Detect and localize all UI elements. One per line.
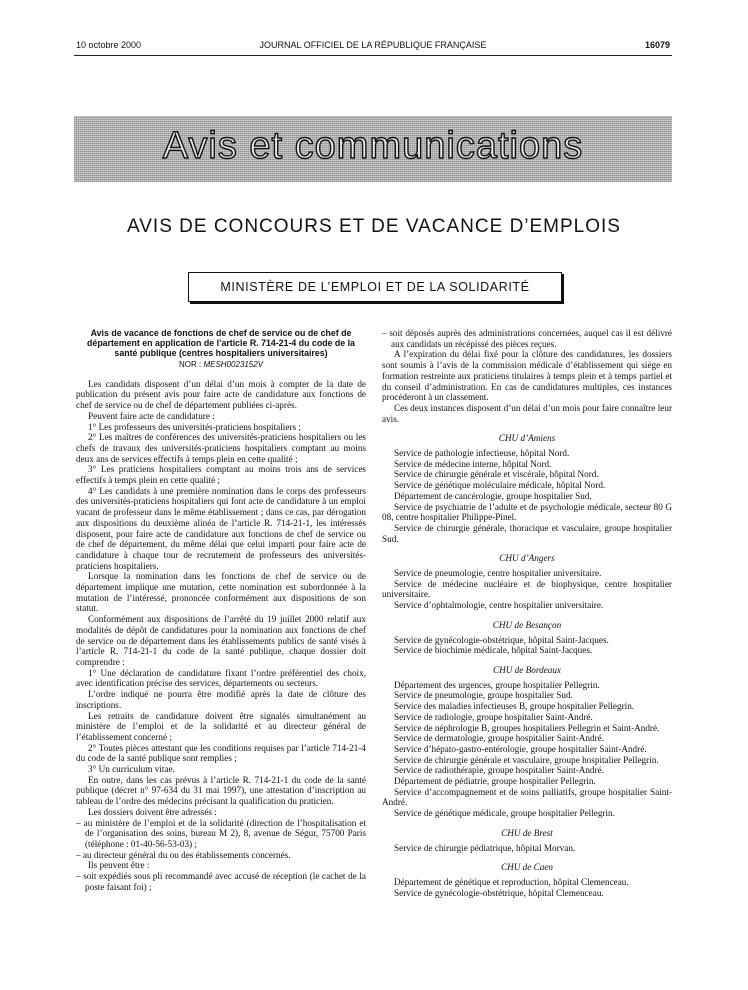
nor-label: NOR : [178,360,202,369]
service-item: Service de gynécologie-obstétrique, hôpital Clemenceau. [394,887,604,898]
notice-title: Avis de vacance de fonctions de chef de service ou de chef de département en application de l’article R. 714-21-4 du code de la santé publique (centres hospitaliers universitaires) [87,328,355,358]
header-rule [74,55,672,56]
service-item: Service de médecine nucléaire et de biophysique, centre hospitalier universitaire. [382,578,672,600]
list-item: – au directeur général du ou des établissements concernés. [76,849,291,860]
nor-reference [76,360,366,371]
chu-group [382,433,672,544]
nor-code: MESH0023152V [203,360,264,369]
paragraph: Ces deux instances disposent d’un délai d’un mois pour faire connaître leur avis. [382,402,672,424]
service-item: Service de psychiatrie de l’adulte et de psychologie médicale, secteur 80 G 08, centre hospitalier Philippe-Pinel. [382,501,672,523]
page-header [76,40,670,54]
paragraph: 3° Un curriculum vitae. [88,764,175,775]
paragraph: 2° Les maîtres de conférences des universités-praticiens hospitaliers ou les chefs de travaux des universités-praticiens hospitaliers comptant au moins deux ans de services effectifs à temps plein en cette qualité ; [76,432,366,464]
paragraph: Lorsque la nomination dans les fonctions de chef de service ou de département implique une mutation, cette nomination est subordonnée à la mutation de l’intéressé, prononcée conformément aux dispositions de son statut. [76,571,366,614]
chu-heading: CHU de Bordeaux [492,664,562,675]
chu-heading: CHU de Caen [500,862,554,873]
chu-heading: CHU de Brest [501,827,553,838]
page-number: 16079 [644,40,670,50]
service-item: Service de médecine interne, hôpital Nord. [394,458,552,469]
service-item: Service de pneumologie, groupe hospitalier Sud. [394,690,573,701]
chu-group [382,620,672,656]
header-date: 10 octobre 2000 [76,40,142,50]
paragraph: 3° Les praticiens hospitaliers comptant au moins trois ans de services effectifs à temps plein en cette qualité ; [76,464,366,486]
service-item: Service des maladies infectieuses B, groupe hospitalier Pellegrin. [394,701,635,712]
list-item: – soit expédiés sous pli recommandé avec accusé de réception (le cachet de la poste faisant foi) ; [76,871,366,892]
paragraph: 2° Toutes pièces attestant que les conditions requises par l’article 714-21-4 du code de la santé publique sont remplies ; [76,742,366,764]
service-item: Service de pneumologie, centre hospitalier universitaire. [394,568,602,579]
paragraph: Les dossiers doivent être adressés : [88,806,217,817]
service-item: Service d’ophtalmologie, centre hospitalier universitaire. [394,600,604,611]
service-item: Service de radiothérapie, groupe hospitalier Saint-André. [394,765,604,776]
chu-group [382,665,672,819]
chu-group [382,862,672,898]
service-item: Service d’accompagnement et de soins palliatifs, groupe hospitalier Saint-André. [382,786,672,808]
service-item: Département de cancérologie, groupe hospitalier Sud. [394,490,592,501]
section-title: AVIS DE CONCOURS ET DE VACANCE D’EMPLOIS [127,216,621,237]
service-item: Service de radiologie, groupe hospitalier Saint-André. [394,711,593,722]
chu-heading: CHU de Besançon [492,619,562,630]
paragraph: En outre, dans les cas prévus à l’article R. 714-21-1 du code de la santé publique (décret n° 97-634 du 31 mai 1997), une attestation d’inscription au tableau de l’ordre des médecins précisant la qualification du praticien. [76,774,366,807]
banner-title: Avis et communications [162,125,584,167]
list-item: – au ministère de l’emploi et de la solidarité (direction de l’hospitalisation et de l’organisation des soins, bureau M 2), 8, avenue de Ségur, 75700 Paris (téléphone : 01-40-56-53-03) ; [76,817,366,849]
chu-group [382,828,672,853]
service-item: Service de néphrologie B, groupes hospitaliers Pellegrin et Saint-André. [394,722,660,733]
service-item: Service de chirurgie générale et viscérale, hôpital Nord. [394,469,599,480]
chu-group [382,553,672,611]
service-item: Service de pathologie infectieuse, hôpital Nord. [394,448,570,459]
service-item: Service de dermatologie, groupe hospitalier Saint-André. [394,733,604,744]
service-item: Service d’hépato-gastro-entérologie, groupe hospitalier Saint-André. [394,743,647,754]
paragraph: Peuvent faire acte de candidature : [88,410,215,421]
service-item: Département de pédiatrie, groupe hospitalier Pellegrin. [394,776,596,787]
delivery-list [76,871,366,892]
paragraph: Conformément aux dispositions de l’arrêté du 19 juillet 2000 relatif aux modalités de dépôt de candidatures pour la nomination aux fonctions de chef de service ou de département dans les établissements publics de santé visés à l’article R. 714-21-1 du code de la santé publique, chaque dossier doit comprendre : [76,614,366,667]
address-list [76,818,366,861]
service-item: Service de génétique moléculaire médicale, hôpital Nord. [394,480,606,491]
service-item: Département de génétique et reproduction, hôpital Clemenceau. [394,876,629,887]
paragraph: – soit déposés auprès des administrations concernées, auquel cas il est délivré aux candidats un récépissé des pièces reçues. [382,328,672,349]
paragraph: L’ordre indiqué ne pourra être modifié après la date de clôture des inscriptions. [76,689,366,710]
service-item: Service de chirurgie générale, thoracique et vasculaire, groupe hospitalier Sud. [382,522,672,544]
right-column [382,328,672,898]
paragraph: Les candidats disposent d’un délai d’un mois à compter de la date de publication du présent avis pour faire acte de candidature aux fonctions de chef de service ou de chef de département publiées ci-après. [76,378,366,411]
section-banner [74,116,672,182]
chu-heading: CHU d’Angers [499,553,555,564]
left-column [76,328,366,892]
service-item: Département des urgences, groupe hospitalier Pellegrin. [394,679,600,690]
paragraph: 4° Les candidats à une première nomination dans le corps des professeurs des universités-praticiens hospitaliers qui font acte de candidature à un emploi vacant de professeur dans le même établissement ; dans ce cas, par dérogation aux dispositions du deuxième alinéa de l’article R. 714-21-1, les intéressés disposent, pour faire acte de candidature aux fonctions de chef de service ou de chef de département, du même délai que celui imparti pour faire acte de candidature à chaque tour de recrutement de professeurs des universités-praticiens hospitaliers. [76,485,366,571]
service-item: Service de gynécologie-obstétrique, hôpital Saint-Jacques. [394,634,609,645]
paragraph: A l’expiration du délai fixé pour la clôture des candidatures, les dossiers sont soumis à l’avis de la commission médicale d’établissement qui siège en formation restreinte aux praticiens titulaires à temps plein et à temps partiel et du conseil d’administration. En cas de candidatures multiples, ces instances procéderont à un classement. [382,349,672,403]
service-item: Service de biochimie médicale, hôpital Saint-Jacques. [394,645,593,656]
journal-title: JOURNAL OFFICIEL DE LA RÉPUBLIQUE FRANÇAISE [259,40,487,50]
paragraph: Ils peuvent être : [88,860,150,871]
chu-list [382,433,672,898]
chu-heading: CHU d’Amiens [498,433,556,444]
paragraph: 1° Une déclaration de candidature fixant l’ordre préférentiel des choix, avec identification précise des services, départements ou secteurs. [76,667,366,689]
left-paragraphs [76,379,366,818]
service-item: Service de chirurgie générale et vasculaire, groupe hospitalier Pellegrin. [394,754,659,765]
ministry-box: MINISTÈRE DE L’EMPLOI ET DE LA SOLIDARITÉ [188,272,562,302]
paragraph: Les retraits de candidature doivent être signalés simultanément au ministère de l’emploi et de la solidarité et au directeur général de l’établissement concerné ; [76,710,366,742]
right-intro [382,328,672,424]
service-item: Service de chirurgie pédiatrique, hôpital Morvan. [394,842,576,853]
paragraph: 1° Les professeurs des universités-praticiens hospitaliers ; [88,421,301,432]
service-item: Service de génétique médicale, groupe hospitalier Pellegrin. [394,808,615,819]
